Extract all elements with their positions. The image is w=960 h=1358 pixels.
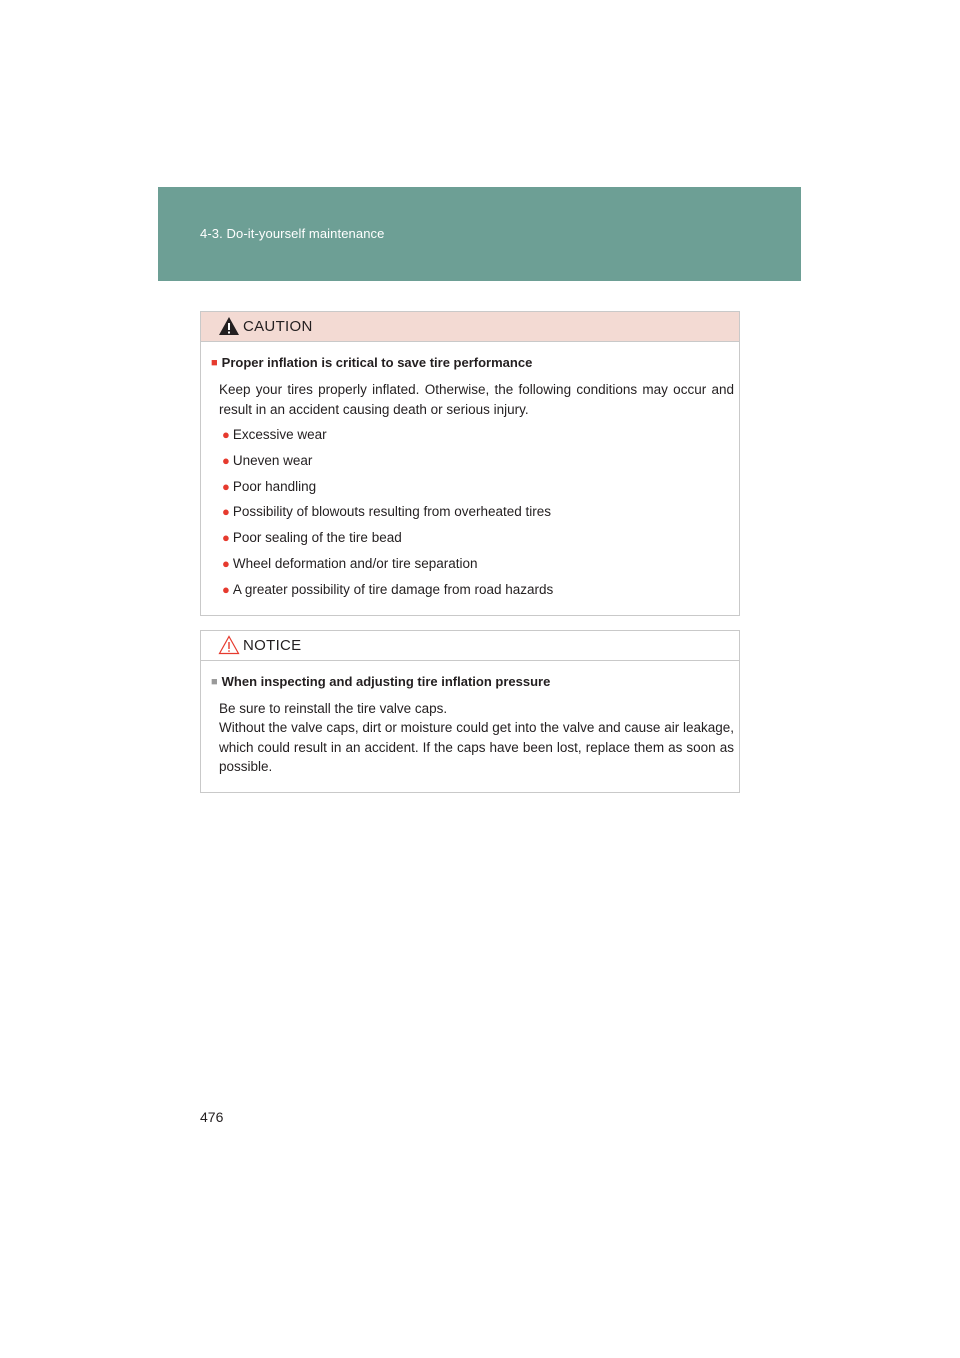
list-item: ● A greater possibility of tire damage from road hazards <box>222 581 554 597</box>
warning-outline-icon <box>218 635 240 655</box>
notice-label: NOTICE <box>243 637 302 654</box>
caution-label: CAUTION <box>243 318 313 335</box>
notice-line-1: Be sure to reinstall the tire valve caps. <box>219 701 448 716</box>
list-item: ● Excessive wear <box>222 427 327 442</box>
section-title: 4-3. Do-it-yourself maintenance <box>200 226 385 241</box>
bullet-dot-icon: ● <box>222 427 230 442</box>
section-header-band <box>158 187 801 281</box>
bullet-dot-icon: ● <box>222 530 230 546</box>
list-item: ● Uneven wear <box>222 452 313 468</box>
list-item: ● Wheel deformation and/or tire separation <box>222 555 478 571</box>
notice-line-2: Without the valve caps, dirt or moisture could get into the valve and cause air leakage, which could result in an accident. If the caps have been lost, replace them as soon as possible. <box>219 720 734 774</box>
warning-icon <box>218 316 240 336</box>
list-item: ● Possibility of blowouts resulting from overheated tires <box>222 504 552 520</box>
bullet-dot-icon: ● <box>222 452 230 468</box>
notice-box <box>200 630 740 793</box>
caution-box <box>200 311 740 616</box>
caution-list <box>222 426 553 607</box>
notice-heading: ■ When inspecting and adjusting tire inflation pressure <box>211 674 551 689</box>
caution-header <box>201 312 739 342</box>
caution-heading: ■ Proper inflation is critical to save tire performance <box>211 355 533 370</box>
notice-header <box>201 631 739 661</box>
bullet-dot-icon: ● <box>222 478 230 494</box>
bullet-dot-icon: ● <box>222 555 230 571</box>
square-bullet-icon: ■ <box>211 357 218 369</box>
list-item: ● Poor sealing of the tire bead <box>222 530 402 546</box>
page-number: 476 <box>200 1109 224 1125</box>
list-item: ● Poor handling <box>222 478 317 494</box>
caution-intro: Keep your tires properly inflated. Otherwise, the following conditions may occur and result in an accident causing death or serious injury. <box>219 382 734 417</box>
bullet-dot-icon: ● <box>222 504 230 520</box>
bullet-dot-icon: ● <box>222 581 230 597</box>
square-bullet-icon: ■ <box>211 676 218 688</box>
